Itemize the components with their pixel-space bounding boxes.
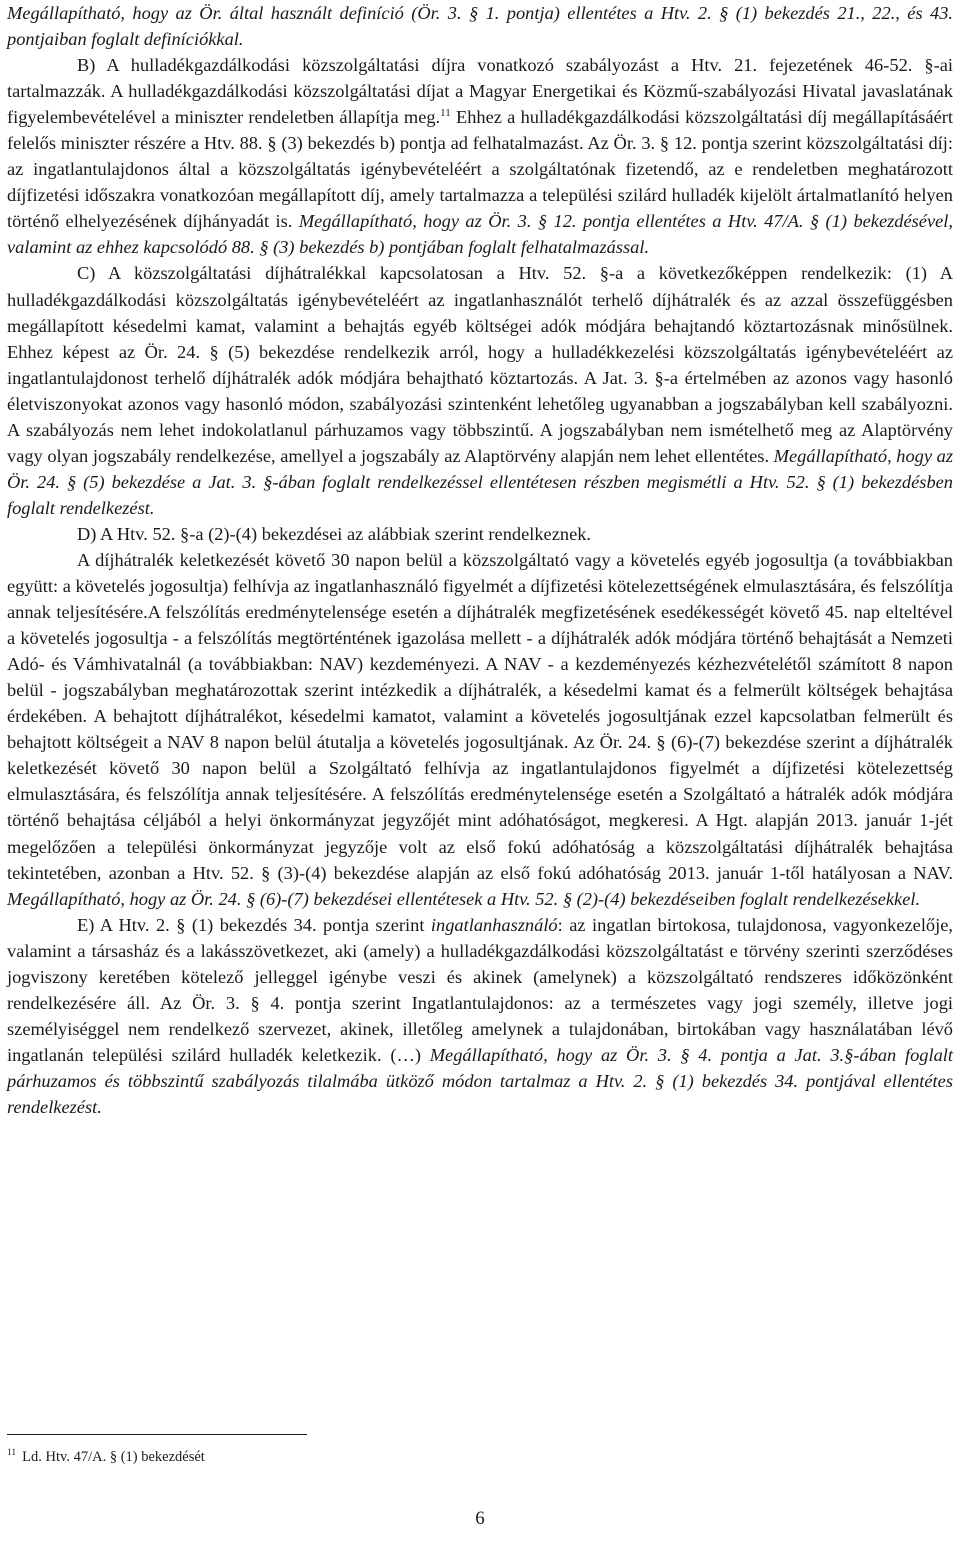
footnote-separator [7, 1434, 307, 1435]
footnote-reference: 11 [440, 107, 451, 120]
italic-text-run: Megállapítható, hogy az Ör. 24. § (6)-(7) bekezdései ellentétesek a Htv. 52. § (2)-(4) bekezdéseiben foglalt rendelkezésekkel. [7, 888, 921, 909]
paragraph-section-c [7, 260, 953, 520]
paragraph-section-d [7, 521, 953, 547]
text-run: B) A hulladékgazdálkodási közszolgáltatási díjra vonatkozó szabályozást a Htv. 21. fejezetének 46-52. §-ai tartalmazzák. A hulladékgazdálkodási közszolgáltatási díjat a Magyar Energetikai és Közmű-szabályozási Hivatal javaslatának figyelembevételével a miniszter rendeletben állapítja meg. [7, 55, 953, 128]
paragraph-conclusion-definitions [7, 0, 953, 52]
text-run: C) A közszolgáltatási díjhátralékkal kapcsolatosan a Htv. 52. §-a a következőképpen rendelkezik: (1) A hulladékgazdálkodási közszolgáltatás igénybevételéért az ingatlanhasználót terhelő díjhátralék és az azzal összefüggésben megállapított késedelmi kamat, valamint a behajtás egyéb költségei adók módjára behajtandó köztartozásnak minősülnek. Ehhez képest az Ör. 24. § (5) bekezdése rendelkezik arról, hogy a hulladékkezelési közszolgáltatás igénybevételéért az ingatlantulajdonost terhelő díjhátralék adók módjára behajtható köztartozás. A Jat. 3. §-a értelmében az azonos vagy hasonló életviszonyokat azonos vagy hasonló módon, szabályozási szintenként lehetőleg ugyanabban a jogszabályban kell szabályozni. A szabályozás nem lehet indokolatlanul párhuzamos vagy többszintű. A jogszabályban nem ismételhető meg az Alaptörvény vagy olyan jogszabály rendelkezése, amellyel a jogszabály az Alaptörvény alapján nem lehet ellentétes. [7, 263, 953, 466]
paragraph-section-e [7, 912, 953, 1120]
text-run: D) A Htv. 52. §-a (2)-(4) bekezdései az alábbiak szerint rendelkeznek. [77, 523, 592, 544]
footnote [7, 1448, 205, 1466]
italic-text-run: Megállapítható, hogy az Ör. 3. § 4. pontja a Jat. 3.§-ában foglalt párhuzamos és többszintű szabályozás tilalmába ütköző módon tartalmaz a Htv. 2. § (1) bekezdés 34. pontjával ellentétes rendelkezést. [7, 1044, 953, 1117]
italic-text-run: Megállapítható, hogy az Ör. 24. § (5) bekezdése a Jat. 3. §-ában foglalt rendelkezéssel ellentétesen részben megismétli a Htv. 52. § (1) bekezdésben foglalt rendelkezést. [7, 445, 953, 518]
italic-text-run: Megállapítható, hogy az Ör. által használt definíció (Ör. 3. § 1. pontja) ellentétes a Htv. 2. § (1) bekezdés 21., 22., és 43. pontjaiban foglalt definíciókkal. [7, 3, 953, 50]
body-text [7, 0, 953, 1120]
text-run: : az ingatlan birtokosa, tulajdonosa, vagyonkezelője, valamint a társasház és a lakásszövetkezet, aki (amely) a hulladékgazdálkodási közszolgáltatást e törvény szerinti szerződéses jogviszony keretében kötelező jelleggel igénybe veszi és akinek (amelynek) a közszolgáltató rendszeres időközönként rendelkezésére áll. Az Ör. 3. § 4. pontja szerint Ingatlantulajdonos: az a természetes vagy jogi személy, illetve jogi személyiséggel nem rendelkező szervezet, akinek, illetőleg amelynek a tulajdonában, birtokában vagy használatában lévő ingatlanán települési szilárd hulladék keletkezik. (…) [7, 914, 953, 1065]
paragraph-debt-procedure [7, 547, 953, 912]
paragraph-section-b [7, 52, 953, 260]
text-run: E) A Htv. 2. § (1) bekezdés 34. pontja szerint [77, 914, 431, 935]
italic-text-run: ingatlanhasználó [430, 914, 558, 935]
footnote-text: Ld. Htv. 47/A. § (1) bekezdését [22, 1449, 205, 1465]
italic-text-run: Megállapítható, hogy az Ör. 3. § 12. pontja ellentétes a Htv. 47/A. § (1) bekezdésével, valamint az ehhez kapcsolódó 88. § (3) bekezdés b) pontjában foglalt felhatalmazással. [7, 211, 953, 258]
footnote-marker: 11 [7, 1448, 17, 1459]
page-number: 6 [475, 1508, 485, 1529]
text-run: Ehhez a hulladékgazdálkodási közszolgáltatási díj megállapításáért felelős miniszter részére a Htv. 88. § (3) bekezdés b) pontja ad felhatalmazást. Az Ör. 3. § 12. pontja szerint közszolgáltatási díj: az ingatlantulajdonos által a közszolgáltatás igénybevételéért a szolgáltatónak fizetendő, az e rendeletben meghatározott díjfizetési időszakra vonatkozóan megállapított díj, amely tartalmazza a települési szilárd hulladék kijelölt ártalmatlanító helyen történő elhelyezésének díjhányadát is. [7, 107, 953, 232]
text-run: A díjhátralék keletkezését követő 30 napon belül a közszolgáltató vagy a követelés egyéb jogosultja (a továbbiakban együtt: a követelés jogosultja) felhívja az ingatlanhasználó figyelmét a díjfizetési kötelezettségének elmulasztására, és felszólítja annak teljesítésére.A felszólítás eredménytelensége esetén a díjhátralék megfizetésének esedékességét követő 45. nap elteltével a követelés jogosultja - a felszólítás megtörténtének igazolása mellett - a díjhátralék adók módjára történő behajtását a Nemzeti Adó- és Vámhivatalnál (a továbbiakban: NAV) kezdeményezi. A NAV - a kezdeményezés kézhezvételétől számított 8 napon belül - jogszabályban meghatározottak szerint intézkedik a díjhátralék, a késedelmi kamat és a felmerült költségek behajtása érdekében. A behajtott díjhátralékot, késedelmi kamatot, valamint a követelés jogosultjának ezzel kapcsolatban felmerült és behajtott költségeit a NAV 8 napon belül átutalja a követelés jogosultjának. Az Ör. 24. § (6)-(7) bekezdése szerint a díjhátralék keletkezését követő 30 napon belül a Szolgáltató felhívja az ingatlantulajdonos figyelmét a díjfizetési kötelezettség elmulasztására, és felszólítja annak teljesítésére. A felszólítás eredménytelensége esetén a Szolgáltató a hátralék adók módjára történő behajtása céljából a helyi önkormányzat jegyzőjét mint adóhatóságot, megkeresi. A Hgt. alapján 2013. január 1-jét megelőzően a települési önkormányzat jegyzője volt az első fokú adóhatóság a közszolgáltatási díjhátralék behajtása tekintetében, azonban a Htv. 52. § (3)-(4) bekezdése alapján az első fokú adóhatóság 2013. január 1-től hatályosan a NAV. [7, 549, 953, 883]
